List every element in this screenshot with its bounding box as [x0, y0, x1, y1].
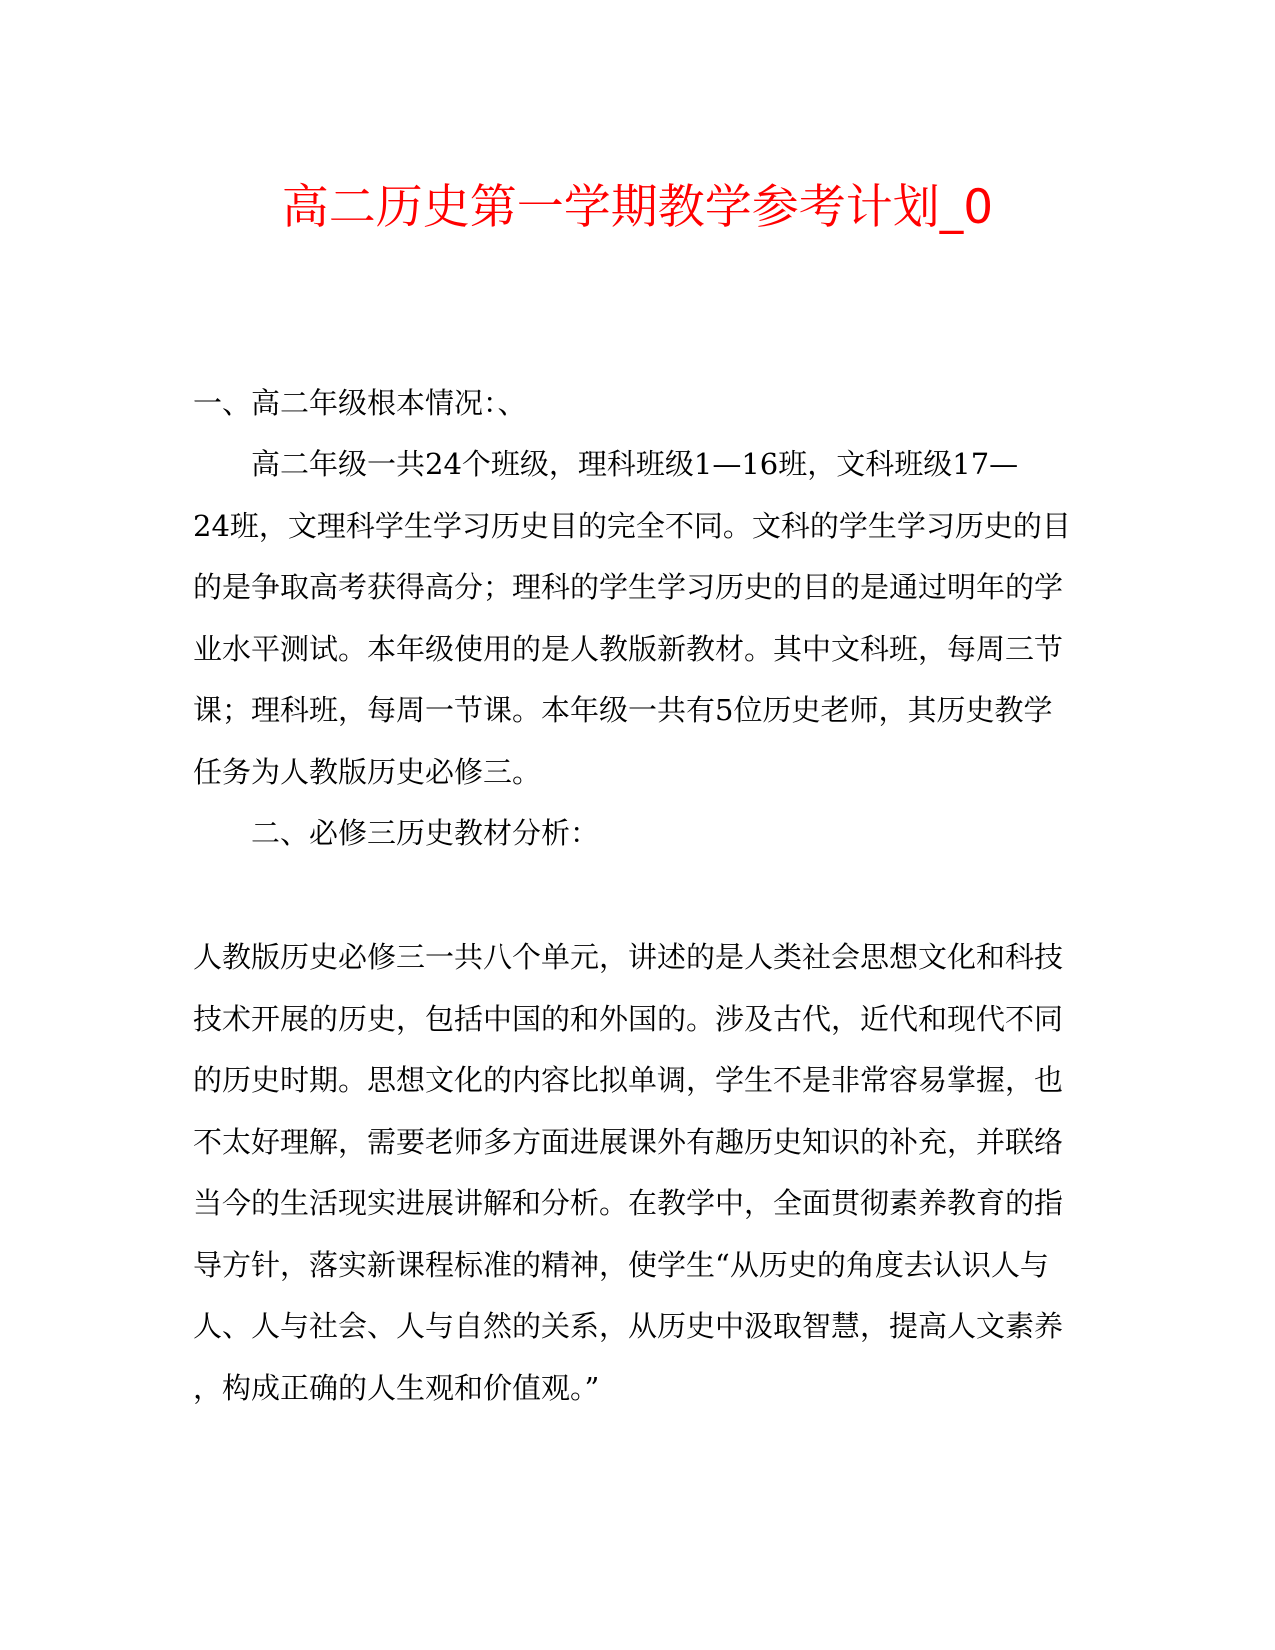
paragraph-line: 当今的生活现实进展讲解和分析。在教学中，全面贯彻素养教育的指 [193, 1186, 1064, 1220]
paragraph-line: 高二年级一共24个班级，理科班级1—16班，文科班级17— [251, 447, 1019, 481]
paragraph-line: 人、人与社会、人与自然的关系，从历史中汲取智慧，提高人文素养 [193, 1309, 1064, 1343]
paragraph-line: 导方针，落实新课程标准的精神，使学生“从历史的角度去认识人与 [193, 1248, 1049, 1282]
section-heading-2: 二、必修三历史教材分析： [251, 816, 600, 850]
paragraph-line: 的是争取高考获得高分；理科的学生学习历史的目的是通过明年的学 [193, 570, 1064, 604]
paragraph-line: ，构成正确的人生观和价值观。” [193, 1371, 600, 1405]
paragraph-line: 任务为人教版历史必修三。 [193, 755, 542, 789]
paragraph-line: 业水平测试。本年级使用的是人教版新教材。其中文科班，每周三节 [193, 632, 1064, 666]
section-heading-1: 一、高二年级根本情况：、 [193, 386, 527, 420]
paragraph-line: 人教版历史必修三一共八个单元，讲述的是人类社会思想文化和科技 [193, 940, 1064, 974]
paragraph-line: 24班，文理科学生学习历史目的完全不同。文科的学生学习历史的目 [193, 509, 1071, 543]
paragraph-line: 的历史时期。思想文化的内容比拟单调，学生不是非常容易掌握，也 [193, 1063, 1064, 1097]
paragraph-line: 技术开展的历史，包括中国的和外国的。涉及古代，近代和现代不同 [193, 1002, 1064, 1036]
paragraph-line: 不太好理解，需要老师多方面进展课外有趣历史知识的补充，并联络 [193, 1125, 1064, 1159]
paragraph-line: 课；理科班，每周一节课。本年级一共有5位历史老师，其历史教学 [193, 693, 1053, 727]
document-title: 高二历史第一学期教学参考计划_0 [281, 180, 994, 235]
